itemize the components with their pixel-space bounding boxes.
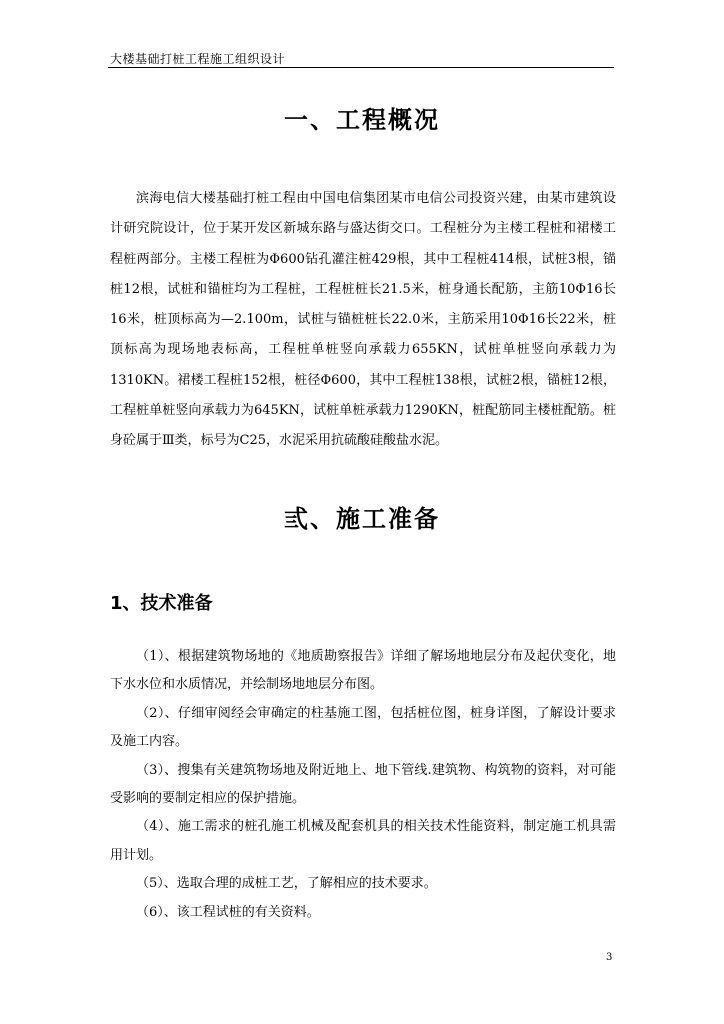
- subsection-title-technical: 1、技术准备: [110, 593, 213, 614]
- list-item: （6）、该工程试桩的有关资料。: [136, 904, 320, 920]
- section-title-overview: 一、工程概况: [284, 106, 440, 134]
- section-title-preparation: 弎、施工准备: [284, 505, 440, 533]
- list-item: （3）、搜集有关建筑物场地及附近地上、地下管线.建筑物、构筑物的资料，对可能受影响的要制定相应的保护措施。: [110, 762, 616, 807]
- running-header: 大楼基础打桩工程施工组织设计: [110, 52, 286, 66]
- page-number: 3: [606, 952, 613, 963]
- list-item: （5）、选取合理的成桩工艺，了解相应的技术要求。: [136, 876, 437, 892]
- list-item: （2）、仔细审阅经会审确定的柱基施工图，包括桩位图，桩身详图，了解设计要求及施工内容。: [110, 705, 616, 750]
- overview-paragraph: 滨海电信大楼基础打桩工程由中国电信集团某市电信公司投资兴建，由某市建筑设计研究院设计，位于某开发区新城东路与盛达街交口。工程桩分为主楼工程桩和裙楼工程桩两部分。主楼工程桩为Φ600钻孔灌注桩429根，其中工程桩414根，试桩3根，锚桩12根，试桩和锚桩均为工程桩，工程桩桩长21.5米，桩身通长配筋，主筋10Φ16长16米，桩顶标高为—2.100m，试桩与锚桩桩长22.0米，主筋采用10Φ16长22米，桩顶标高为现场地表标高，工程桩单桩竖向承载力655KN，试桩单桩竖向承载力为1310KN。裙楼工程桩152根，桩径Φ600，其中工程桩138根，试桩2根，锚桩12根，工程桩单桩竖向承载力为645KN，试桩单桩承载力1290KN，桩配筋同主楼桩配筋。桩身砼属于Ⅲ类，标号为C25，水泥采用抗硫酸硅酸盐水泥。: [110, 191, 616, 449]
- technical-preparation-list: [110, 643, 616, 927]
- list-item: （1）、根据建筑物场地的《地质勘察报告》详细了解场地地层分布及起伏变化，地下水水位和水质情况，并绘制场地地层分布图。: [110, 649, 616, 693]
- header-rule: [108, 67, 614, 68]
- list-item: （4）、施工需求的桩孔施工机械及配套机具的相关技术性能资料，制定施工机具需用计划。: [110, 819, 616, 863]
